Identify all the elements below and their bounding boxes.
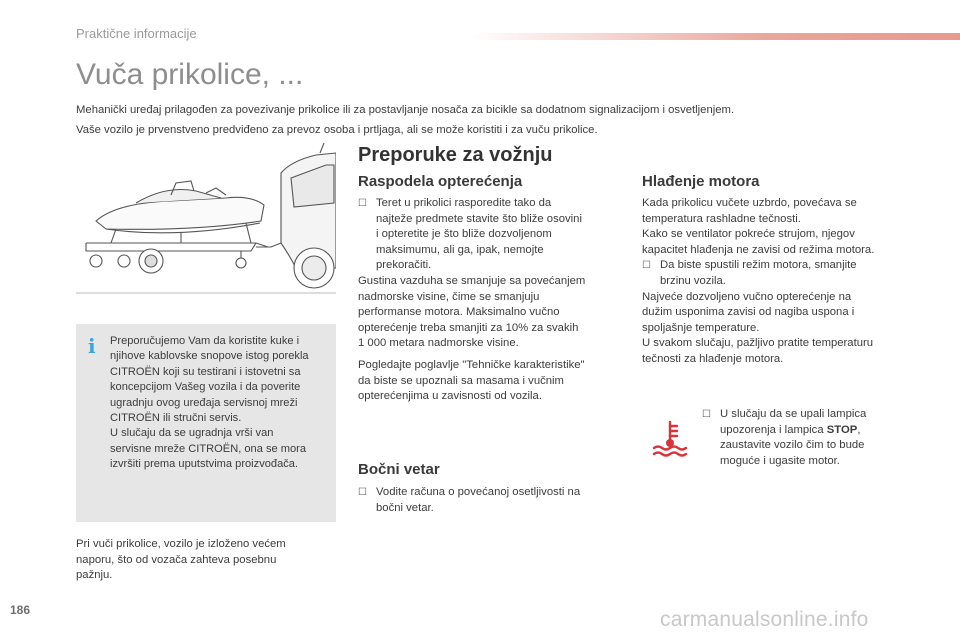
warning-line: zaustavite vozilo čim to bude [720,439,865,452]
note-line: pažnju. [76,569,113,582]
cooling-paragraph-2 [642,290,912,368]
checkbox-bullet-icon: ☐ [358,487,367,498]
stop-label: STOP [826,423,858,436]
para-line: opterećenjima u zavisnosti od vozila. [358,390,542,403]
warning-line: moguće i ugasite motor. [720,454,840,467]
para-line: spoljašnje temperature. [642,321,760,334]
cooling-bullet [642,258,912,289]
intro-line-2: Vaše vozilo je prvenstveno predviđeno za prevoz osoba i prtljaga, ali se može koristiti i za vuču prikolice. [76,124,598,136]
info-line: U slučaju da se ugradnja vrši van [110,427,274,440]
info-line: CITROËN ili stručni servis. [110,412,242,425]
para-line: tečnosti za hlađenje motora. [642,352,784,365]
warning-text: , [857,423,861,436]
info-line: CITROËN koji su testirani i istovetni sa [110,365,301,378]
checkbox-bullet-icon: ☐ [702,409,711,420]
reference-paragraph [358,358,620,405]
info-box [76,324,336,522]
cooling-section [642,196,912,368]
wind-section [358,485,620,516]
bullet-line: prekoračiti. [376,259,432,272]
bullet-line: Teret u prikolici rasporedite tako da [376,197,552,209]
para-line: U svakom slučaju, pažljivo pratite temperaturu [642,337,874,350]
page-number: 186 [10,603,31,617]
info-line: ugradnju ovog uređaja servisnoj mreži [110,396,298,409]
warning-section [702,407,922,469]
para-line: Gustina vazduha se smanjuje sa povećanjem [358,274,586,287]
section-label: Praktične informacije [76,26,197,41]
info-line: izvršiti prema uputstvima proizvođača. [110,458,299,471]
para-line: performanse motora. Maksimalno vučno [358,306,560,319]
checkbox-bullet-icon: ☐ [358,198,367,209]
load-bullet [358,196,620,274]
altitude-paragraph [358,274,620,352]
cooling-title: Hlađenje motora [642,173,760,190]
para-line: temperatura rashladne tečnosti. [642,212,801,225]
wind-bullet [358,485,620,516]
para-line: Najveće dozvoljeno vučno opterećenje na [642,290,852,303]
coolant-temperature-icon [650,418,690,458]
info-line: koncepcijom Vašeg vozila i da poverite [110,381,301,394]
warning-text: upozorenja i lampica [720,423,827,436]
load-section [358,196,620,405]
warning-line: U slučaju da se upali lampica [720,408,867,420]
info-line: Preporučujemo Vam da koristite kuke i [110,335,300,347]
checkbox-bullet-icon: ☐ [642,260,651,272]
bullet-line: Da biste spustili režim motora, smanjite [660,259,857,272]
info-line: servisne mreže CITROËN, ona se mora [110,442,307,455]
recommendations-title: Preporuke za vožnju [358,144,553,166]
para-line: nadmorske visine, čime se smanjuju [358,290,540,303]
para-line: da biste se upoznali sa masama i vučnim [358,374,564,387]
para-line: dužim usponima zavisi od nagiba uspona i [642,306,855,319]
bullet-line: brzinu vozila. [660,274,726,287]
intro-line-1: Mehanički uređaj prilagođen za povezivanje prikolice ili za postavljanje nosača za bicikle sa dodatnom signalizacijom i osvetljenjem. [76,104,735,116]
header-accent-band [470,33,960,40]
bullet-line: najteže predmete stavite što bliže osovini [376,212,582,225]
note-line: Pri vuči prikolice, vozilo je izloženo većem [76,538,286,550]
wind-title: Bočni vetar [358,461,440,478]
cooling-paragraph-1 [642,196,912,258]
info-box-text [110,334,330,473]
para-line: opterećenje treba smanjiti za 10% za svakih [358,321,579,334]
info-line: njihove kablovske snopove istog porekla [110,350,309,363]
warning-bullet [702,407,922,469]
trailer-illustration [76,143,336,295]
bullet-line: Vodite računa o povećanoj osetljivosti na [376,486,581,498]
note-line: naporu, što od vozača zahteva posebnu [76,553,277,566]
watermark: carmanualsonline.info [660,608,869,631]
para-line: Pogledajte poglavlje "Tehničke karakteristike" [358,358,585,371]
para-line: Kako se ventilator pokreće strujom, njegov [642,228,855,241]
left-note [76,537,336,584]
info-icon: i [88,334,96,358]
para-line: Kada prikolicu vučete uzbrdo, povećava se [642,197,857,209]
para-line: kapacitet hlađenja ne zavisi od režima motora. [642,243,875,256]
para-line: 1 000 metara nadmorske visine. [358,337,519,350]
load-title: Raspodela opterećenja [358,173,523,190]
page-title: Vuča prikolice, ... [76,58,304,91]
warning-line [720,423,922,439]
bullet-line: i opteretite je što bliže dozvoljenom [376,228,552,241]
bullet-line: bočni vetar. [376,501,434,514]
bullet-line: maksimumu, ali ga, ipak, nemojte [376,243,544,256]
